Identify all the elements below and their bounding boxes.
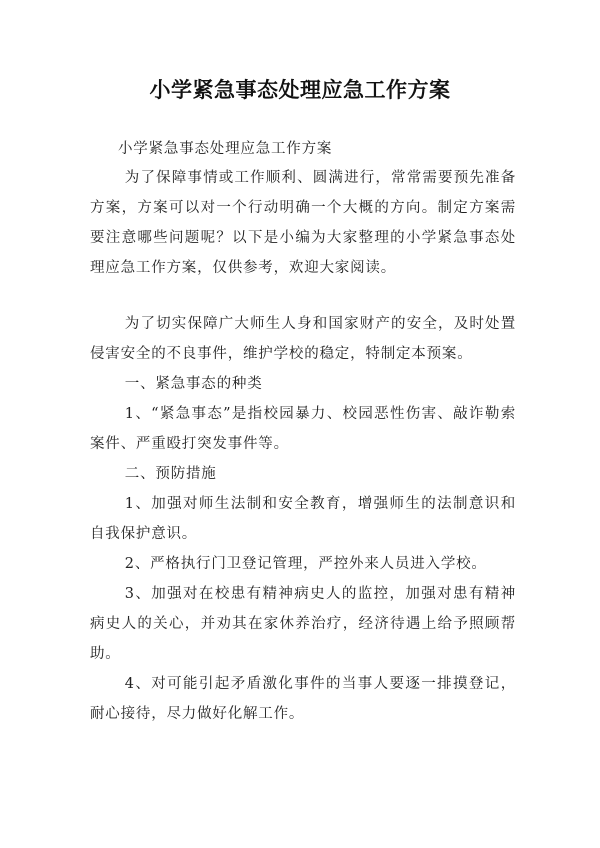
document-subtitle: 小学紧急事态处理应急工作方案: [118, 141, 333, 157]
document-body: [90, 136, 516, 729]
section1-item: 1、“紧急事态”是指校园暴力、校园恶性伤害、敲诈勒索案件、严重殴打突发事件等。: [90, 406, 516, 452]
intro-paragraph: 为了保障事情或工作顺利、圆满进行，常常需要预先准备方案，方案可以对一个行动明确一个大概的方向。制定方案需要注意哪些问题呢？以下是小编为大家整理的小学紧急事态处理应急工作方案，仅供参考，欢迎大家阅读。: [90, 170, 516, 276]
prevention-item: 1、加强对师生法制和安全教育，增强师生的法制意识和自我保护意识。: [90, 496, 516, 542]
section-heading-types: 一、紧急事态的种类: [124, 376, 263, 392]
prevention-item: 2、严格执行门卫登记管理，严控外来人员进入学校。: [124, 556, 487, 572]
purpose-paragraph: 为了切实保障广大师生人身和国家财产的安全，及时处置侵害安全的不良事件，维护学校的稳定，特制定本预案。: [90, 316, 516, 362]
paragraph-gap: [90, 283, 516, 309]
prevention-item: 4、对可能引起矛盾激化事件的当事人要逐一排摸登记，耐心接待，尽力做好化解工作。: [90, 676, 516, 722]
prevention-item: 3、加强对在校患有精神病史人的监控，加强对患有精神病史人的关心，并劝其在家休养治疗，经济待遇上给予照顾帮助。: [90, 586, 516, 662]
document-title: 小学紧急事态处理应急工作方案: [149, 78, 451, 102]
section-heading-prevention: 二、预防措施: [124, 466, 217, 482]
